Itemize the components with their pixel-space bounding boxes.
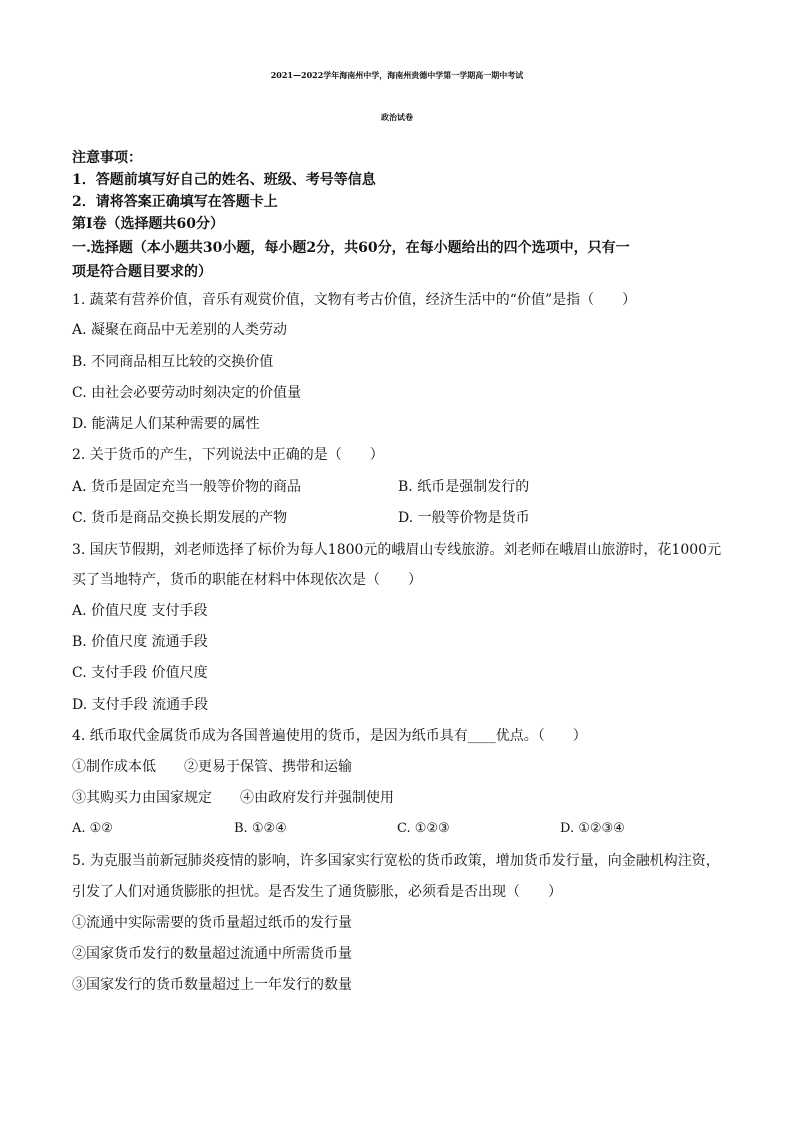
question-5-statement-3: ③国家发行的货币数量超过上一年发行的数量 <box>72 977 352 993</box>
question-2-option-d: D. 一般等价物是货币 <box>398 510 530 526</box>
question-1-option-d: D. 能满足人们某种需要的属性 <box>72 416 260 432</box>
question-3-option-d: D. 支付手段 流通手段 <box>72 697 209 713</box>
section-instruction: 一.选择题（本小题共30小题，每小题2分，共60分，在每小题给出的四个选项中，只有一 <box>72 240 630 256</box>
question-3-stem-cont: 买了当地特产，货币的职能在材料中体现依次是（ ） <box>72 572 422 588</box>
question-4-statements-2: ③其购买力由国家规定 ④由政府发行并强制使用 <box>72 790 394 806</box>
exam-title: 2021—2022学年海南州中学，海南州贵德中学第一学期高一期中考试 <box>270 70 524 80</box>
question-3-option-b: B. 价值尺度 流通手段 <box>72 634 208 650</box>
question-1-stem: 1. 蔬菜有营养价值，音乐有观赏价值，文物有考古价值，经济生活中的“价值”是指（ ） <box>72 292 637 308</box>
question-4-option-c: C. ①②③ <box>397 821 450 836</box>
question-2-option-c: C. 货币是商品交换长期发展的产物 <box>72 510 288 526</box>
notice-item-1: 1．答题前填写好自己的姓名、班级、考号等信息 <box>72 172 376 188</box>
question-5-stem-cont: 引发了人们对通货膨胀的担忧。是否发生了通货膨胀，必须看是否出现（ ） <box>72 884 562 900</box>
part-label: 第Ⅰ卷（选择题共60分） <box>72 216 225 232</box>
question-2-stem: 2. 关于货币的产生，下列说法中正确的是（ ） <box>72 447 384 463</box>
question-1-option-b: B. 不同商品相互比较的交换价值 <box>72 354 274 370</box>
question-1-option-a: A. 凝聚在商品中无差别的人类劳动 <box>72 322 288 338</box>
question-4-option-b: B. ①②④ <box>234 821 287 836</box>
question-2-option-b: B. 纸币是强制发行的 <box>398 479 530 495</box>
question-4-statements-1: ①制作成本低 ②更易于保管、携带和运输 <box>72 759 352 775</box>
question-5-statement-2: ②国家货币发行的数量超过流通中所需货币量 <box>72 946 352 962</box>
question-3-option-c: C. 支付手段 价值尺度 <box>72 665 208 681</box>
question-1-option-c: C. 由社会必要劳动时刻决定的价值量 <box>72 385 302 401</box>
question-3-option-a: A. 价值尺度 支付手段 <box>72 603 208 619</box>
notice-heading: 注意事项： <box>72 150 142 166</box>
question-4-option-d: D. ①②③④ <box>560 821 625 836</box>
question-5-statement-1: ①流通中实际需要的货币量超过纸币的发行量 <box>72 915 352 931</box>
question-4-stem: 4. 纸币取代金属货币成为各国普遍使用的货币，是因为纸币具有____优点。（ ） <box>72 728 587 744</box>
exam-subject-title: 政治试卷 <box>381 112 413 122</box>
question-5-stem: 5. 为克服当前新冠肺炎疫情的影响，许多国家实行宽松的货币政策，增加货币发行量，向金融机构注资， <box>72 853 720 869</box>
question-3-stem: 3. 国庆节假期，刘老师选择了标价为每人1800元的峨眉山专线旅游。刘老师在峨眉山旅游时，花1000元 <box>72 542 722 558</box>
question-2-option-a: A. 货币是固定充当一般等价物的商品 <box>72 479 302 495</box>
question-4-option-a: A. ①② <box>72 821 113 836</box>
section-instruction-cont: 项是符合题目要求的） <box>72 264 212 280</box>
notice-item-2: 2．请将答案正确填写在答题卡上 <box>72 194 278 210</box>
